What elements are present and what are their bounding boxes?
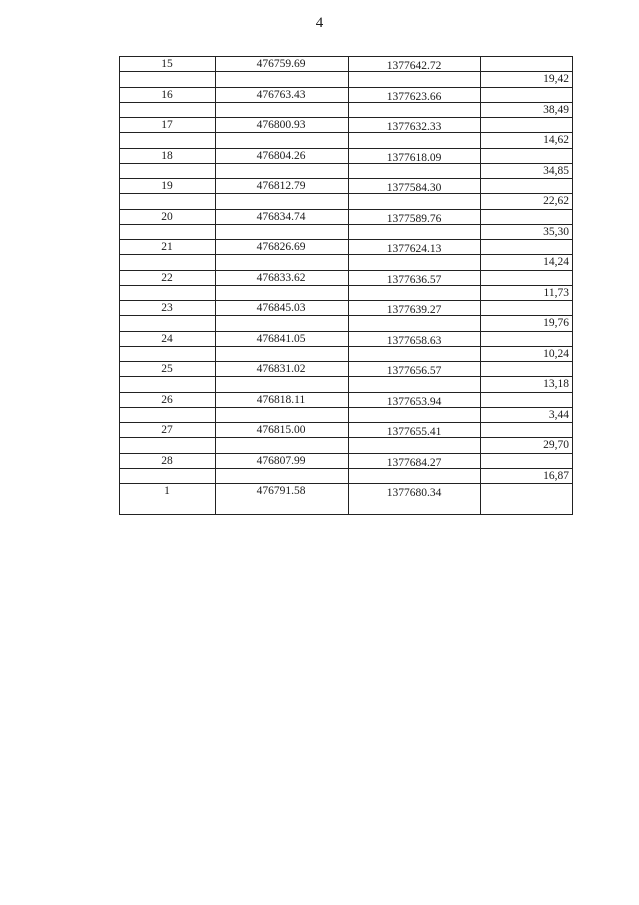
y-coordinate-cell: 1377658.63 xyxy=(386,334,442,347)
coordinates-table xyxy=(119,56,573,514)
point-number-cell: 20 xyxy=(161,210,173,223)
point-number-cell: 17 xyxy=(161,119,173,131)
column-divider xyxy=(480,56,481,514)
point-number-cell: 21 xyxy=(161,241,173,253)
point-number-cell: 23 xyxy=(161,302,173,314)
y-coordinate-cell: 1377642.72 xyxy=(386,60,442,72)
distance-cell: 16,87 xyxy=(543,469,569,482)
distance-cell: 19,76 xyxy=(543,317,569,329)
x-coordinate-cell: 476804.26 xyxy=(256,149,306,162)
y-coordinate-cell: 1377684.27 xyxy=(386,456,442,469)
distance-cell: 14,24 xyxy=(543,256,569,268)
y-coordinate-cell: 1377589.76 xyxy=(386,212,442,225)
distance-cell: 11,73 xyxy=(543,286,569,299)
distance-cell: 3,44 xyxy=(548,408,569,421)
y-coordinate-cell: 1377623.66 xyxy=(386,90,442,103)
point-number-cell: 16 xyxy=(161,88,173,101)
y-coordinate-cell: 1377636.57 xyxy=(386,273,442,286)
y-coordinate-cell: 1377680.34 xyxy=(386,487,442,499)
y-coordinate-cell: 1377655.41 xyxy=(386,426,442,438)
distance-cell: 29,70 xyxy=(543,439,569,451)
point-number-cell: 28 xyxy=(161,454,173,467)
y-coordinate-cell: 1377653.94 xyxy=(386,395,442,408)
x-coordinate-cell: 476812.79 xyxy=(256,180,306,192)
x-coordinate-cell: 476831.02 xyxy=(256,363,306,375)
point-number-cell: 1 xyxy=(164,485,170,497)
y-coordinate-cell: 1377656.57 xyxy=(386,365,442,377)
y-coordinate-cell: 1377584.30 xyxy=(386,182,442,194)
distance-cell: 10,24 xyxy=(543,347,569,360)
x-coordinate-cell: 476815.00 xyxy=(256,424,306,436)
distance-cell: 19,42 xyxy=(543,73,569,85)
x-coordinate-cell: 476834.74 xyxy=(256,210,306,223)
distance-cell: 13,18 xyxy=(543,378,569,390)
point-number-cell: 26 xyxy=(161,393,173,406)
x-coordinate-cell: 476841.05 xyxy=(256,332,306,345)
x-coordinate-cell: 476826.69 xyxy=(256,241,306,253)
point-number-cell: 27 xyxy=(161,424,173,436)
x-coordinate-cell: 476807.99 xyxy=(256,454,306,467)
column-divider xyxy=(348,56,349,514)
column-divider xyxy=(215,56,216,514)
y-coordinate-cell: 1377632.33 xyxy=(386,121,442,133)
distance-cell: 14,62 xyxy=(543,134,569,146)
x-coordinate-cell: 476833.62 xyxy=(256,271,306,284)
x-coordinate-cell: 476763.43 xyxy=(256,88,306,101)
distance-cell: 34,85 xyxy=(543,164,569,177)
y-coordinate-cell: 1377618.09 xyxy=(386,151,442,164)
table-border xyxy=(119,56,573,515)
point-number-cell: 22 xyxy=(161,271,173,284)
point-number-cell: 24 xyxy=(161,332,173,345)
point-number-cell: 15 xyxy=(161,58,173,70)
distance-cell: 35,30 xyxy=(543,225,569,238)
x-coordinate-cell: 476800.93 xyxy=(256,119,306,131)
page-number: 4 xyxy=(315,15,324,31)
distance-cell: 22,62 xyxy=(543,195,569,207)
point-number-cell: 19 xyxy=(161,180,173,192)
y-coordinate-cell: 1377639.27 xyxy=(386,304,442,316)
point-number-cell: 25 xyxy=(161,363,173,375)
y-coordinate-cell: 1377624.13 xyxy=(386,243,442,255)
distance-cell: 38,49 xyxy=(543,103,569,116)
x-coordinate-cell: 476791.58 xyxy=(256,485,306,497)
point-number-cell: 18 xyxy=(161,149,173,162)
x-coordinate-cell: 476818.11 xyxy=(256,393,306,406)
x-coordinate-cell: 476759.69 xyxy=(256,58,306,70)
x-coordinate-cell: 476845.03 xyxy=(256,302,306,314)
